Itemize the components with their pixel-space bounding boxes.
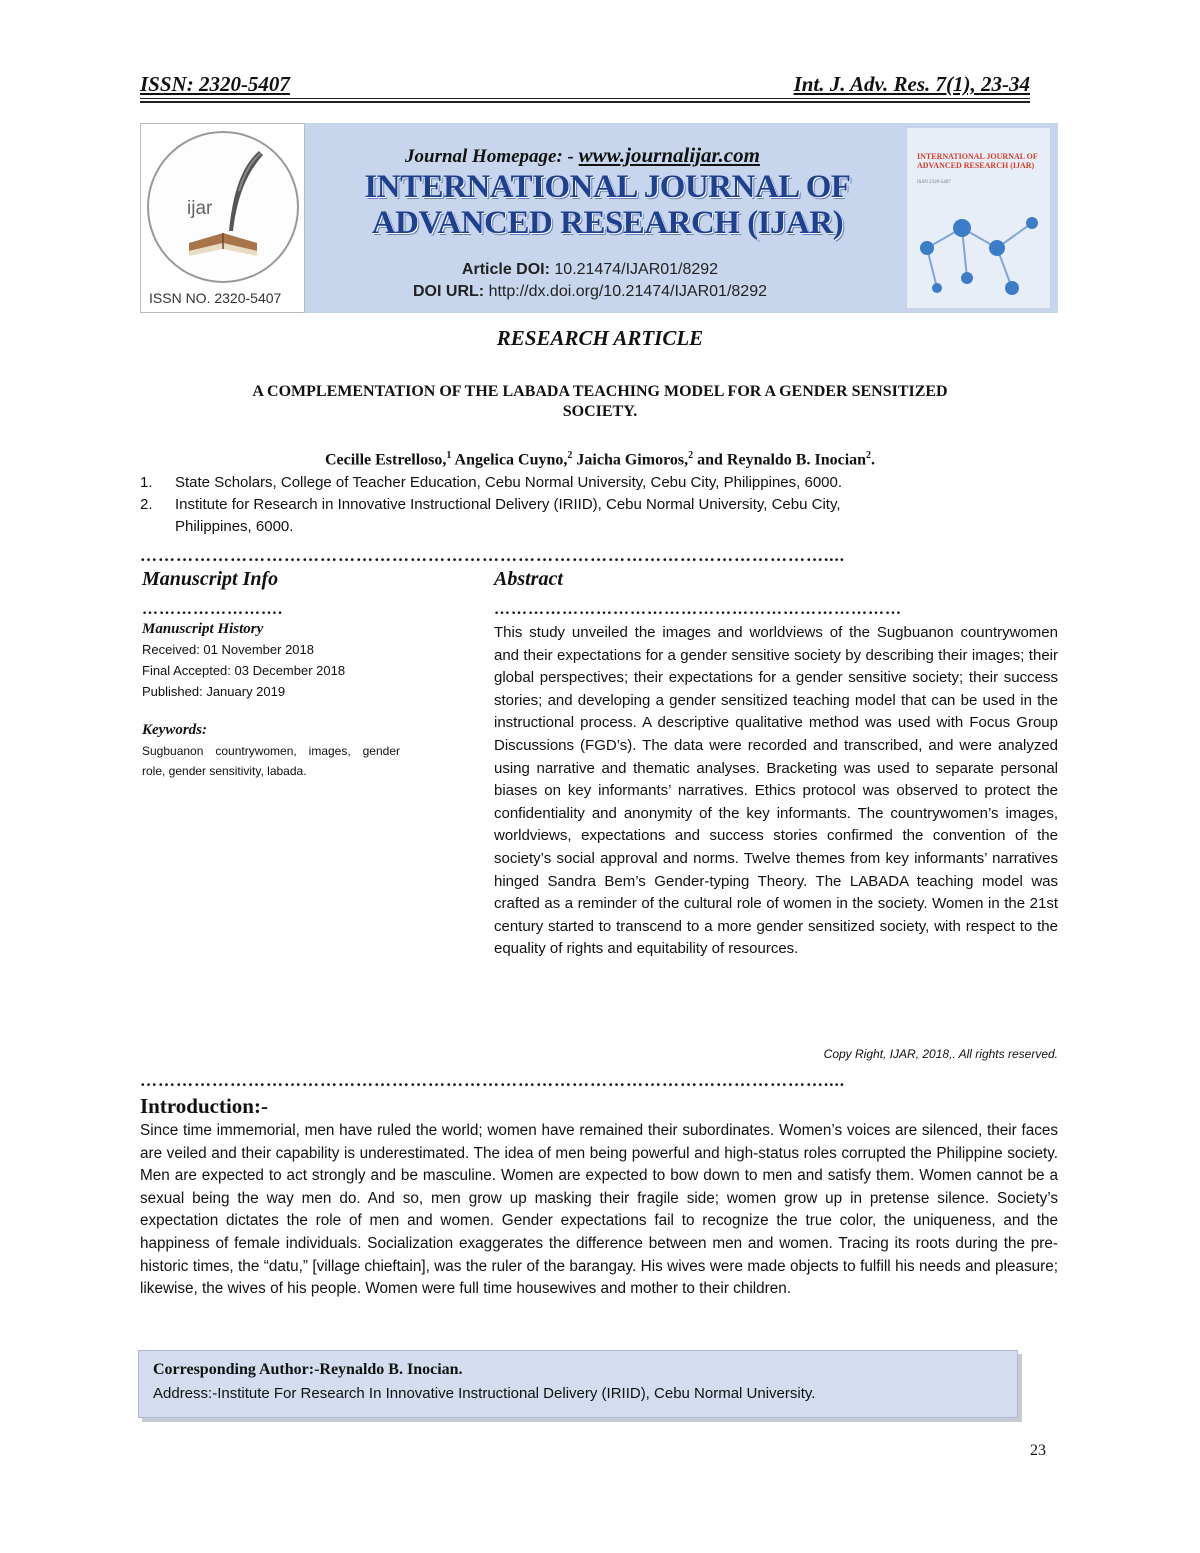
journal-homepage — [405, 143, 760, 168]
abstract-dots: ……………………………………………………………… — [494, 603, 902, 617]
journal-banner — [140, 123, 1058, 313]
separator-dots: …………………………………………………………………………………………………….... — [140, 1074, 845, 1088]
journal-title — [335, 169, 880, 241]
doi-label: Article DOI: — [461, 261, 550, 278]
article-doi — [360, 259, 820, 281]
affiliation-text: State Scholars, College of Teacher Education, Cebu Normal University, Cebu City, Philippines, 6000. — [175, 474, 843, 491]
author-3-affil: 2 — [688, 450, 694, 461]
corresponding-author: Corresponding Author:-Reynaldo B. Inocian. — [153, 1361, 463, 1378]
doi-url — [360, 281, 820, 303]
page-number: 23 — [1030, 1442, 1046, 1459]
doi-url-label: DOI URL: — [413, 283, 485, 300]
issn-label: ISSN: 2320-5407 — [140, 72, 290, 96]
introduction-text: Since time immemorial, men have ruled the world; women have remained their subordinates. Women’s voices are silenced, their faces are veiled and their capability is underestimated. The idea of men being powerful and high-status roles corrupted the Philippine society. Men are expected to act strongly and be masculine. Women are expected to bow down to men and satisfy them. Women cannot be a sexual being the way men do. And so, men grow up masking their fragile side; women grow up in pretense silence. Society’s expectation dictates the role of men and women. Gender expectations fail to recognize the true color, the uniqueness, and the happiness of female individuals. Socialization exaggerates the difference between men and women. Tracing its roots during the pre-historic times, the “datu,” [village chieftain], was the ruler of the barangay. His wives were made objects to fulfill his needs and pleasure; likewise, the wives of his people. Women were full time housewives and mother to their children. — [140, 1122, 1058, 1298]
affiliation-text: Institute for Research in Innovative Instructional Delivery (IRIID), Cebu Normal University, Cebu City, — [175, 496, 841, 513]
corresponding-author-box — [138, 1350, 1018, 1418]
copyright-notice: Copy Right, IJAR, 2018,. All rights reserved. — [823, 1047, 1058, 1061]
author-4: and Reynaldo B. Inocian — [693, 451, 867, 469]
affiliation-number: 1. — [140, 474, 153, 491]
journal-title-line2: ADVANCED RESEARCH (IJAR) — [371, 205, 844, 241]
homepage-link[interactable]: www.journalijar.com — [578, 143, 760, 167]
journal-logo — [140, 123, 305, 313]
journal-title-line1: INTERNATIONAL JOURNAL OF — [364, 169, 851, 205]
manuscript-info-dots: ……………………. — [142, 603, 283, 617]
paper-title — [160, 382, 1040, 422]
corresponding-address: Address:-Institute For Research In Innovative Instructional Delivery (IRIID), Cebu Normal University. — [153, 1385, 816, 1402]
paper-title-line1: A COMPLEMENTATION OF THE LABADA TEACHING MODEL FOR A GENDER SENSITIZED — [252, 383, 948, 400]
manuscript-info-heading: Manuscript Info — [142, 568, 279, 590]
logo-text: ijar — [187, 198, 213, 219]
cover-title: INTERNATIONAL JOURNAL OF ADVANCED RESEARCH (IJAR) — [917, 152, 1038, 170]
header-rule — [140, 101, 1030, 103]
author-list-end: . — [871, 451, 876, 469]
author-3: Jaicha Gimoros, — [572, 451, 689, 469]
doi-url-value[interactable]: http://dx.doi.org/10.21474/IJAR01/8292 — [488, 283, 767, 300]
logo-issn: ISSN NO. 2320-5407 — [149, 290, 282, 306]
doi-block — [360, 259, 820, 303]
published-date: Published: January 2019 — [142, 684, 286, 699]
author-4-affil: 2 — [866, 450, 872, 461]
separator-dots: …………………………………………………………………………………………………….... — [140, 549, 845, 563]
molecule-icon — [907, 188, 1050, 308]
received-date: Received: 01 November 2018 — [142, 642, 314, 657]
keywords-text: Sugbuanon countrywomen, images, gender role, gender sensitivity, labada. — [142, 744, 400, 778]
abstract-heading: Abstract — [494, 568, 563, 590]
logo-circle — [147, 131, 299, 283]
author-1-affil: 1 — [446, 450, 452, 461]
accepted-date: Final Accepted: 03 December 2018 — [142, 663, 346, 678]
homepage-label: Journal Homepage: - — [405, 146, 574, 167]
journal-cover-image — [906, 127, 1051, 309]
author-list — [0, 450, 1200, 469]
quill-book-icon — [149, 133, 297, 281]
author-2-affil: 2 — [567, 450, 573, 461]
introduction-heading: Introduction:- — [140, 1094, 268, 1118]
author-2: Angelica Cuyno, — [451, 451, 568, 469]
manuscript-history-label: Manuscript History — [142, 621, 264, 637]
affiliation-text: Philippines, 6000. — [175, 518, 294, 535]
affiliation-number: 2. — [140, 496, 153, 513]
cover-subtitle: ISSN 2320-5407 — [917, 180, 951, 185]
paper-title-line2: SOCIETY. — [562, 403, 638, 420]
author-1: Cecille Estrelloso, — [324, 451, 447, 469]
running-header — [140, 72, 1030, 99]
keywords-label: Keywords: — [142, 722, 207, 738]
journal-citation: Int. J. Adv. Res. 7(1), 23-34 — [793, 72, 1030, 96]
article-type: RESEARCH ARTICLE — [496, 326, 704, 350]
abstract-text: This study unveiled the images and worldviews of the Sugbuanon countrywomen and their expectations for a gender sensitive society by describing their images; their global perspectives; their expectations for a gender sensitive society; their success stories; and developing a gender sensitized teaching model that can be used in the instructional process. A descriptive qualitative method was used with Focus Group Discussions (FGD’s). The data were recorded and transcribed, and were analyzed using narrative and thematic analyses. Bracketing was used to separate personal biases on key informants’ narratives. Ethics protocol was observed to protect the confidentiality and anonymity of the key informants. The countrywomen’s images, worldviews, expectations and success stories confirmed the convention of the society’s social approval and norms. Twelve themes from key informants’ narratives hinged Sandra Bem’s Gender-typing Theory. The LABADA teaching model was crafted as a reminder of the cultural role of women in the society. Women in the 21st century started to transcend to a more gender sensitized society, with respect to the equality of rights and equitability of resources. — [494, 624, 1058, 958]
doi-value: 10.21474/IJAR01/8292 — [554, 261, 719, 278]
